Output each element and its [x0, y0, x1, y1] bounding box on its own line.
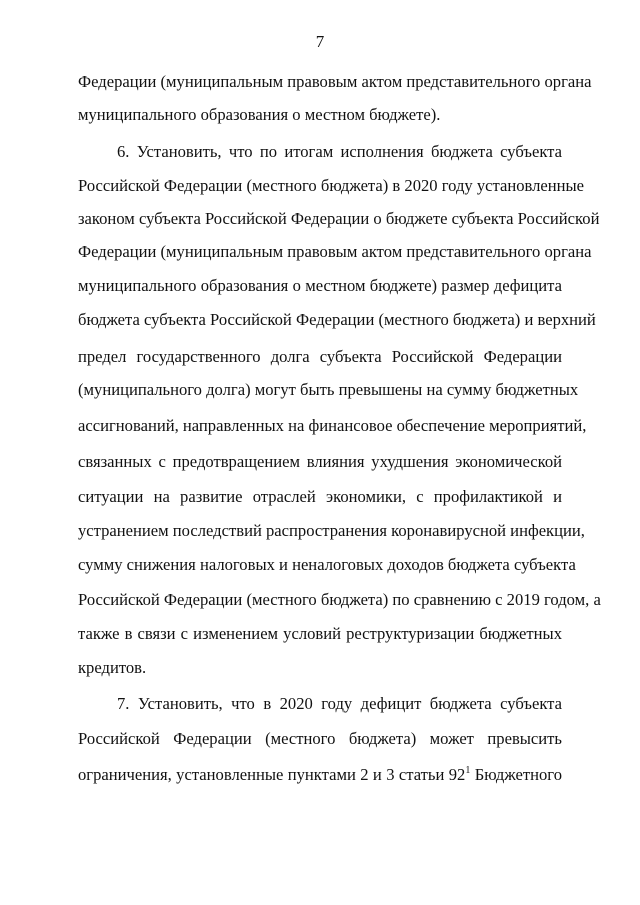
text-line: муниципального образования о местном бюджете). [78, 105, 441, 124]
paragraph-6-first-line: 6. Установить, что по итогам исполнения бюджета субъекта [117, 142, 562, 161]
text-line: Федерации (муниципальным правовым актом представительного органа [78, 242, 592, 261]
text-line: Российской Федерации (местного бюджета) по сравнению с 2019 годом, а [78, 590, 601, 609]
superscript: 1 [465, 765, 471, 776]
text-fragment: Бюджетного [474, 765, 562, 784]
text-line: Российской Федерации (местного бюджета) в 2020 году установленные [78, 176, 585, 195]
text-line: устранением последствий распространения коронавирусной инфекции, [78, 521, 585, 540]
text-line-with-superscript [78, 764, 562, 786]
text-line: связанных с предотвращением влияния ухудшения экономической [78, 452, 562, 471]
paragraph-7-first-line: 7. Установить, что в 2020 году дефицит бюджета субъекта [117, 694, 562, 713]
page-number: 7 [315, 32, 325, 51]
text-line: бюджета субъекта Российской Федерации (местного бюджета) и верхний [78, 310, 596, 329]
text-line: также в связи с изменением условий реструктуризации бюджетных [78, 624, 562, 643]
text-line: Федерации (муниципальным правовым актом представительного органа [78, 72, 592, 91]
text-line: законом субъекта Российской Федерации о бюджете субъекта Российской [78, 209, 600, 228]
text-line: кредитов. [78, 658, 147, 677]
text-line: ассигнований, направленных на финансовое обеспечение мероприятий, [78, 416, 587, 435]
text-line: сумму снижения налоговых и неналоговых доходов бюджета субъекта [78, 555, 576, 574]
text-line: предел государственного долга субъекта Российской Федерации [78, 347, 562, 366]
text-line: ситуации на развитие отраслей экономики, с профилактикой и [78, 487, 562, 506]
text-line: Российской Федерации (местного бюджета) может превысить [78, 729, 562, 748]
text-fragment: ограничения, установленные пунктами 2 и 3 статьи 92 [78, 765, 466, 784]
text-line: (муниципального долга) могут быть превышены на сумму бюджетных [78, 380, 579, 399]
text-line: муниципального образования о местном бюджете) размер дефицита [78, 276, 562, 295]
